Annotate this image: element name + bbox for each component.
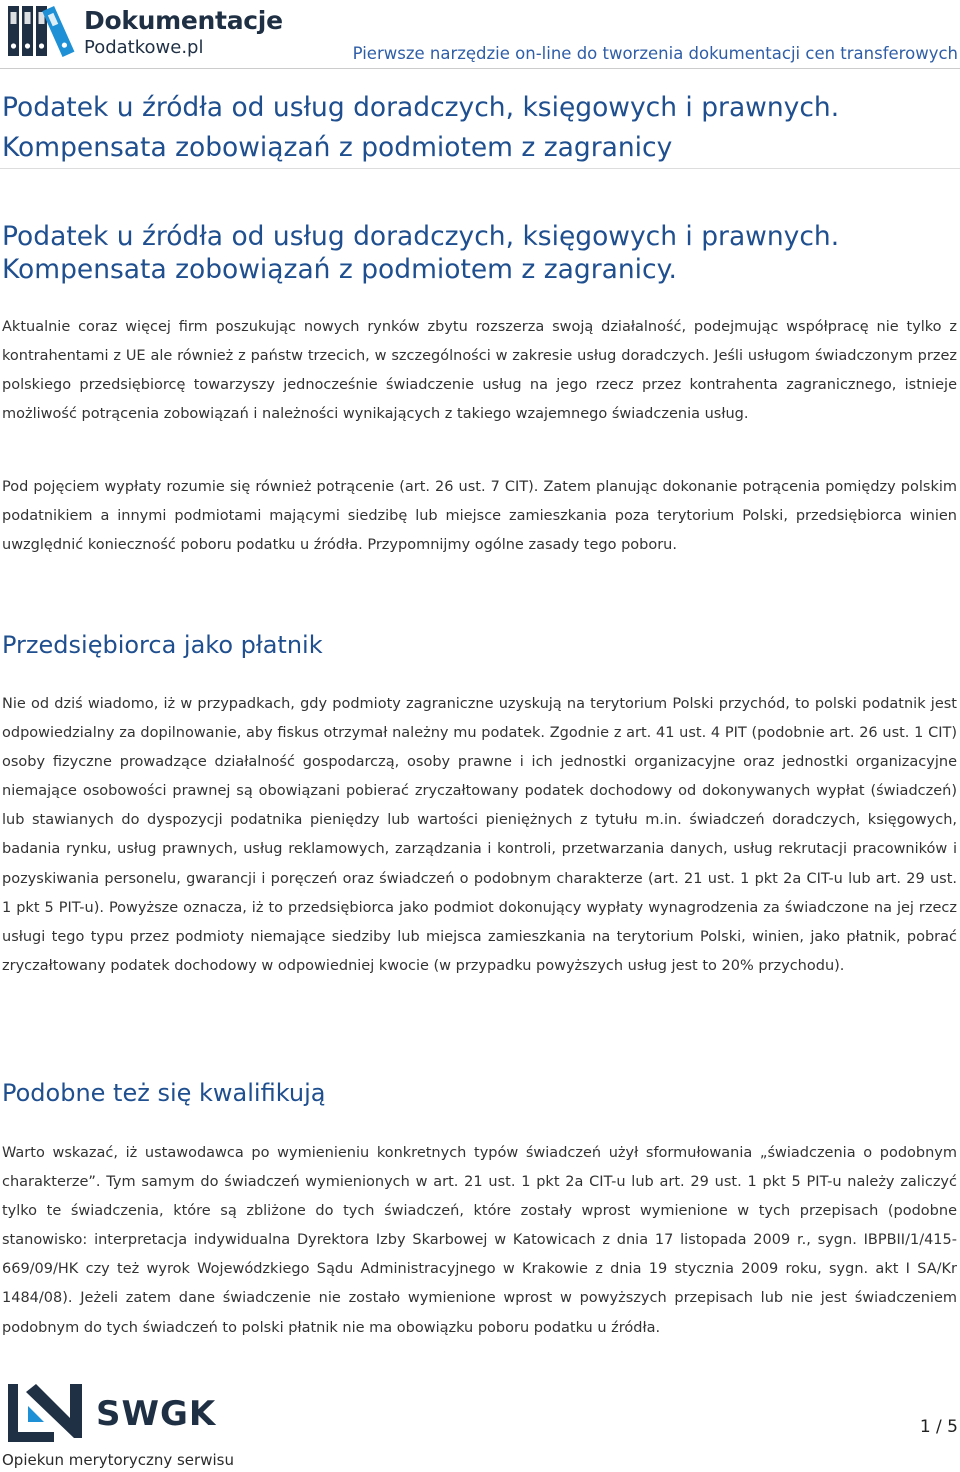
section-heading-similar-services: Podobne też się kwalifikują <box>2 1079 326 1107</box>
paragraph-payment-definition: Pod pojęciem wypłaty rozumie się również potrącenie (art. 26 ust. 7 CIT). Zatem planując dokonanie potrącenia pomiędzy polskim podatnikiem a innymi podmiotami mającymi siedzibę lub miejsce zamieszkania poza terytorium Polski, przedsiębiorca winien uwzględnić konieczność poboru podatku u źródła. Przypomnijmy ogólne zasady tego poboru. <box>2 479 957 554</box>
paragraph-similar-services: Warto wskazać, iż ustawodawca po wymienieniu konkretnych typów świadczeń użył sformułowania „świadczenia o podobnym charakterze”. Tym samym do świadczeń wymienionych w art. 21 ust. 1 pkt 2a CIT-u lub art. 29 ust. 1 pkt 5 PIT-u należy zaliczyć tylko te świadczenia, które są zbliżone do tych świadczeń, które zostały wprost wymienione w tych przepisach (podobne stanowisko: interpretacja indywidualna Dyrektora Izby Skarbowej w Katowicach z dnia 17 listopada 2009 r., sygn. IBPBII/1/415-669/09/HK czy też wyrok Wojewódzkiego Sądu Administracyjnego w Krakowie z dnia 19 stycznia 2009 roku, sygn. akt I SA/Kr 1484/08). Jeżeli zatem dane świadczenie nie zostało wymienione wprost w powyższych przepisach lub nie jest świadczeniem podobnym do tych świadczeń to polski płatnik nie ma obowiązku poboru podatku u źródła. <box>2 1145 957 1336</box>
paragraph-intro: Aktualnie coraz więcej firm poszukując nowych rynków zbytu rozszerza swoją działalność, podejmując współpracę nie tylko z kontrahentami z UE ale również z państw trzecich, w szczególności w zakresie usług doradczych. Jeśli usługom świadczonym przez polskiego przedsiębiorcę towarzyszy jednocześnie świadczenie usług na jego rzecz przez kontrahenta zagranicznego, istnieje możliwość potrącenia zobowiązań i należności wynikających z takiego wzajemnego świadczenia usług. <box>2 319 957 423</box>
article-title: Podatek u źródła od usług doradczych, księgowych i prawnych. Kompensata zobowiązań z podmiotem z zagranicy <box>2 92 840 163</box>
title-divider <box>0 168 960 169</box>
article-subtitle: Podatek u źródła od usług doradczych, księgowych i prawnych. Kompensata zobowiązań z podmiotem z zagranicy. <box>2 221 840 285</box>
header-tagline: Pierwsze narzędzie on-line do tworzenia dokumentacji cen transferowych <box>352 44 958 63</box>
footer-caption: Opiekun merytoryczny serwisu <box>2 1451 234 1469</box>
swgk-logo-icon <box>4 1380 84 1450</box>
section-heading-payer: Przedsiębiorca jako płatnik <box>2 631 323 659</box>
footer-brand-name: SWGK <box>96 1394 217 1434</box>
brand-name: Dokumentacje <box>84 6 283 35</box>
paragraph-payer: Nie od dziś wiadomo, iż w przypadkach, gdy podmioty zagraniczne uzyskują na terytorium Polski przychód, to polski podatnik jest odpowiedzialny za dopilnowanie, aby fiskus otrzymał należny mu podatek. Zgodnie z art. 41 ust. 4 PIT (podobnie art. 26 ust. 1 CIT) osoby fizyczne prowadzące działalność gospodarczą, osoby prawne i ich jednostki organizacyjne oraz jednostki organizacyjne niemające osobowości prawnej są obowiązani pobierać zryczałtowany podatek dochodowy od dokonywanych wypłat (świadczeń) lub stawianych do dyspozycji podatnika pieniędzy lub wartości pieniężnych z tytułu m.in. świadczeń doradczych, księgowych, badania rynku, usług prawnych, usług reklamowych, zarządzania i kontroli, przetwarzania danych, usług rekrutacji pracowników i pozyskiwania personelu, gwarancji i poręczeń oraz świadczeń o podobnym charakterze (art. 21 ust. 1 pkt 2a CIT-u lub art. 29 ust. 1 pkt 5 PIT-u). Powyższe oznacza, iż to przedsiębiorca jako podmiot dokonujący wypłaty wynagrodzenia za świadczone na jej rzecz usługi tego typu przez podmioty niemające siedziby lub miejsca zamieszkania na terytorium Polski, winien, jako płatnik, pobrać zryczałtowany podatek dochodowy w odpowiedniej kwocie (w przypadku powyższych usług jest to 20% przychodu). <box>2 696 957 974</box>
page-header <box>0 0 960 70</box>
site-name: Podatkowe.pl <box>84 37 204 58</box>
header-divider <box>0 68 960 69</box>
binders-logo-icon <box>6 4 78 64</box>
page-number: 1 / 5 <box>919 1417 958 1437</box>
